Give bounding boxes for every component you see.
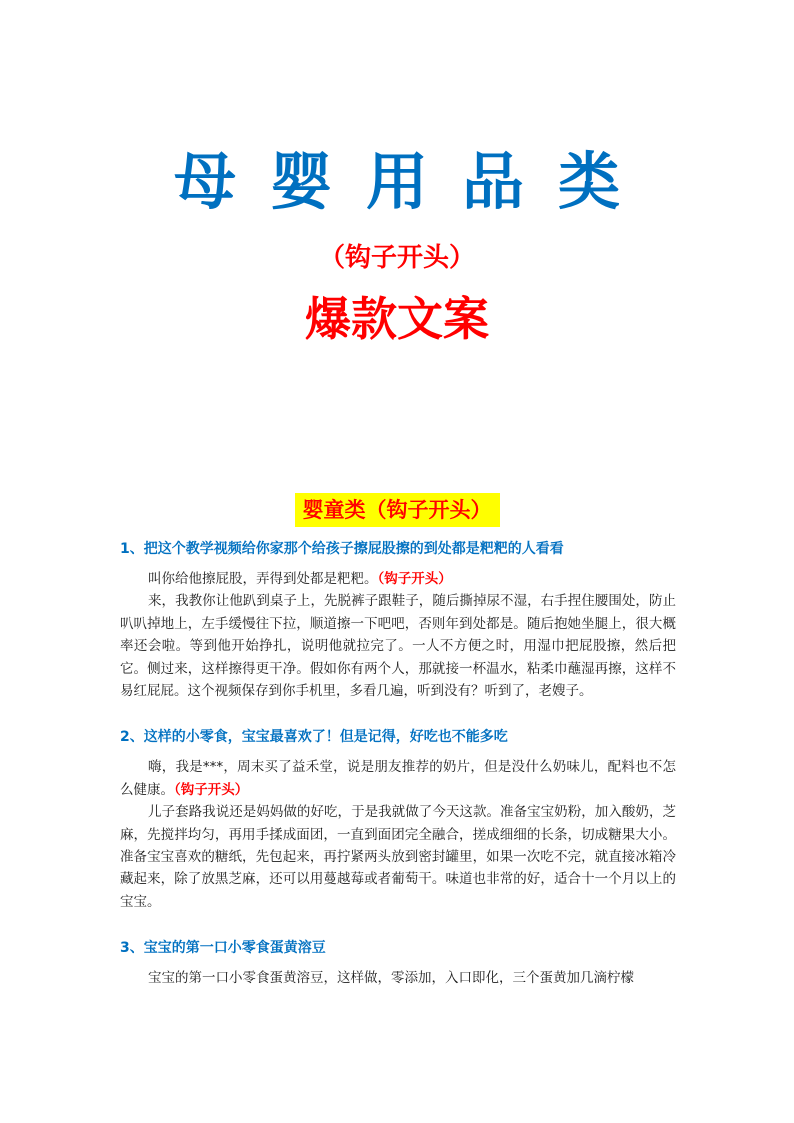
main-title: 母婴用品类 [173,145,654,218]
section-heading-wrap [0,493,794,527]
paragraph-text: 叫你给他擦屁股，弄得到处都是粑粑。 [148,571,378,587]
item-heading: 2、这样的小零食，宝宝最喜欢了！但是记得，好吃也不能多吃 [120,729,508,746]
item-heading: 3、宝宝的第一口小零食蛋黄溶豆 [120,940,326,957]
item-paragraph [120,967,676,989]
hook-label: （钩子开头） [377,571,452,587]
section-heading: 婴童类（钩子开头） [295,493,500,527]
content-body [120,538,676,990]
article-item-3 [120,937,676,989]
spacer [120,913,676,937]
spacer [120,702,676,726]
paragraph-text: 儿子套路我说还是妈妈做的好吃，于是我就做了今天这款。准备宝宝奶粉，加入酸奶，芝麻，先搅拌均匀，再用手揉成面团，一直到面团完全融合，搓成细细的长条，切成糖果大小。准备宝宝喜欢的糖纸，先包起来，再拧紧两头放到密封罐里，如果一次吃不完，就直接冰箱冷藏起来，除了放黑芝麻，还可以用蔓越莓或者葡萄干。味道也非常的好，适合十一个月以上的宝宝。 [120,804,676,910]
item-paragraph [120,568,676,590]
item-paragraph [120,801,676,913]
item-paragraph [120,756,676,801]
hook-label: （钩子开头） [174,781,249,798]
item-paragraph [120,590,676,702]
sub-title: （钩子开头） [318,243,475,273]
item-heading: 1、把这个教学视频给你家那个给孩子擦屁股擦的到处都是粑粑的人看看 [120,541,564,557]
article-item-2 [120,726,676,913]
paragraph-text: 宝宝的第一口小零食蛋黄溶豆，这样做，零添加，入口即化，三个蛋黄加几滴柠檬 [148,970,634,987]
paragraph-text: 来，我教你让他趴到桌子上，先脱裤子跟鞋子，随后撕掉尿不湿，右手捏住腰围处，防止叭叭掉地上，左手缓慢往下拉，顺道擦一下吧吧，否则年到处都是。随后抱她坐腿上，很大概率还会啦。等到他开始挣扎，说明他就拉完了。一人不方便之时，用湿巾把屁股擦，然后把它。侧过来，这样擦得更干净。假如你有两个人，那就接一杯温水，粘柔巾蘸湿再擦，这样不易红屁屁。这个视频保存到你手机里，多看几遍，听到没有？听到了，老嫂子。 [120,593,676,700]
big-title: 爆款文案 [305,292,489,346]
article-item-1 [120,538,676,702]
paragraph-text: 嗨，我是***，周末买了益禾堂，说是朋友推荐的奶片，但是没什么奶味儿，配料也不怎么健康。 [120,759,676,798]
